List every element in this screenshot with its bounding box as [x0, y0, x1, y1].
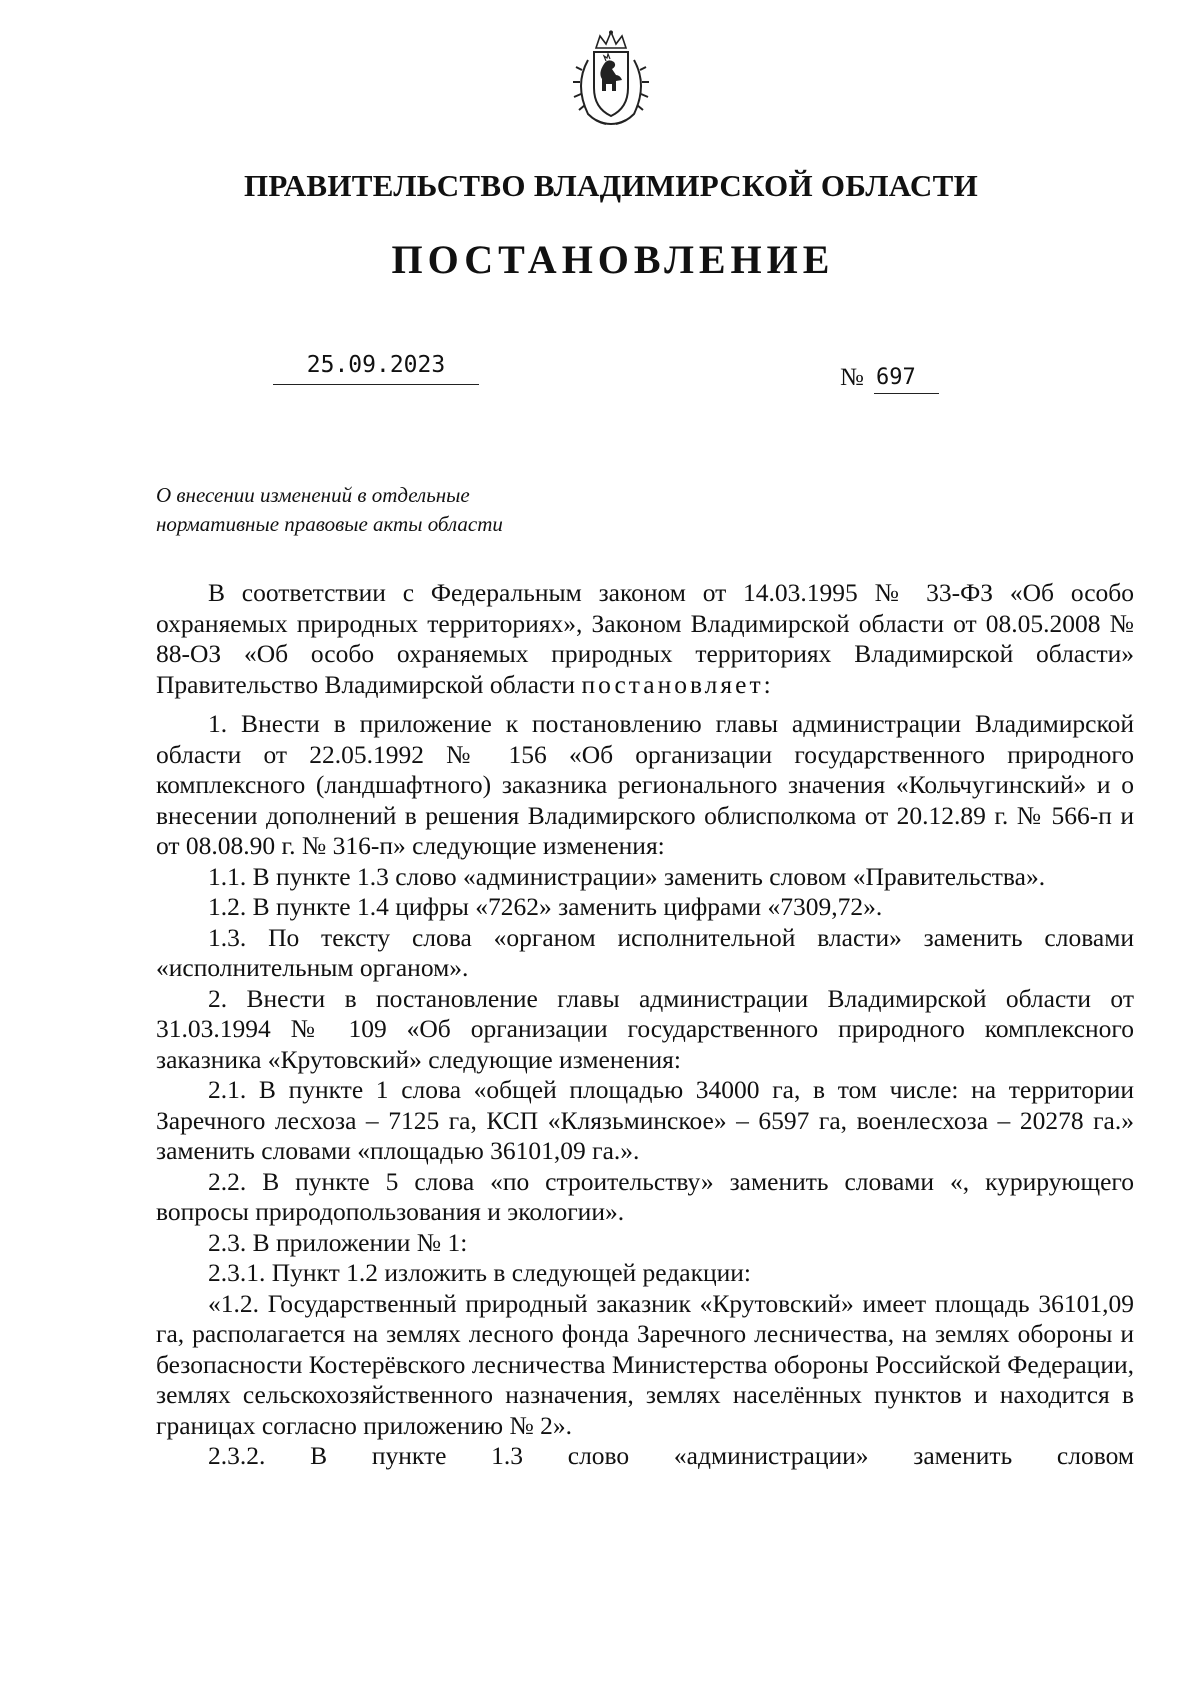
paragraph-2-3-2: 2.3.2. В пункте 1.3 слово «администрации» заменить словом [208, 1441, 1134, 1470]
paragraph-2-3-1: 2.3.1. Пункт 1.2 изложить в следующей редакции: [208, 1258, 751, 1287]
subject-line-2: нормативные правовые акты области [156, 512, 503, 536]
preamble-resolves: постановляет: [581, 669, 774, 699]
paragraph-2-1: 2.1. В пункте 1 слова «общей площадью 34000 га, в том числе: на территории Заречного лесхоза – 7125 га, КСП «Клязьминское» – 6597 га, военлесхоза – 20278 га.» заменить словами «площадью 36101,09 га.». [156, 1075, 1134, 1165]
document-type-title: ПОСТАНОВЛЕНИЕ [391, 237, 835, 282]
paragraph-2: 2. Внести в постановление главы администрации Владимирской области от 31.03.1994 № 109 «Об организации государственного природного комплексного заказника «Крутовский» следующие изменения: [156, 983, 1134, 1074]
subject-line-1: О внесении изменений в отдельные [156, 483, 470, 507]
paragraph-1-2: 1.2. В пункте 1.4 цифры «7262» заменить цифрами «7309,72». [208, 892, 883, 921]
vladimir-coat-of-arms-icon [566, 30, 656, 130]
document-subject [156, 481, 616, 539]
paragraph-1-1: 1.1. В пункте 1.3 слово «администрации» заменить словом «Правительства». [208, 861, 1046, 891]
document-date: 25.09.2023 [306, 352, 446, 378]
paragraph-2-3: 2.3. В приложении № 1: [208, 1227, 468, 1257]
paragraph-2-2: 2.2. В пункте 5 слова «по строительству» заменить словами «, курирующего вопросы природопользования и экологии». [156, 1166, 1134, 1226]
coat-of-arms-emblem [566, 30, 656, 130]
preamble-paragraph [156, 578, 1134, 700]
paragraph-1: 1. Внести в приложение к постановлению главы администрации Владимирской области от 22.05.1992 № 156 «Об организации государственного природного комплексного (ландшафтного) заказника регионального значения «Кольчугинский» и о внесении дополнений в решения Владимирского облисполкома от 20.12.89 г. № 566-п и от 08.08.90 г. № 316-п» следующие изменения: [156, 709, 1134, 860]
preamble-text: В соответствии с Федеральным законом от 14.03.1995 № 33-ФЗ «Об особо охраняемых природных территориях», Законом Владимирской области от 08.05.2008 № 88-ОЗ «Об особо охраняемых природных территориях Владимирской области» Правительство Владимирской области [156, 578, 1134, 699]
paragraph-2-3-1-quote: «1.2. Государственный природный заказник «Крутовский» имеет площадь 36101,09 га, располагается на землях лесного фонда Заречного лесничества, на землях обороны и безопасности Костерёвского лесничества Министерства обороны Российской Федерации, землях сельскохозяйственного назначения, землях населённых пунктов и находится в границах согласно приложению № 2». [156, 1288, 1134, 1440]
document-body [156, 578, 1134, 1472]
paragraph-1-3: 1.3. По тексту слова «органом исполнительной власти» заменить словами «исполнительным органом». [156, 922, 1134, 982]
number-underline [874, 393, 939, 394]
organization-title: ПРАВИТЕЛЬСТВО ВЛАДИМИРСКОЙ ОБЛАСТИ [244, 168, 978, 203]
date-underline [273, 384, 479, 385]
number-sign: № [840, 364, 864, 391]
document-number: 697 [876, 365, 916, 390]
